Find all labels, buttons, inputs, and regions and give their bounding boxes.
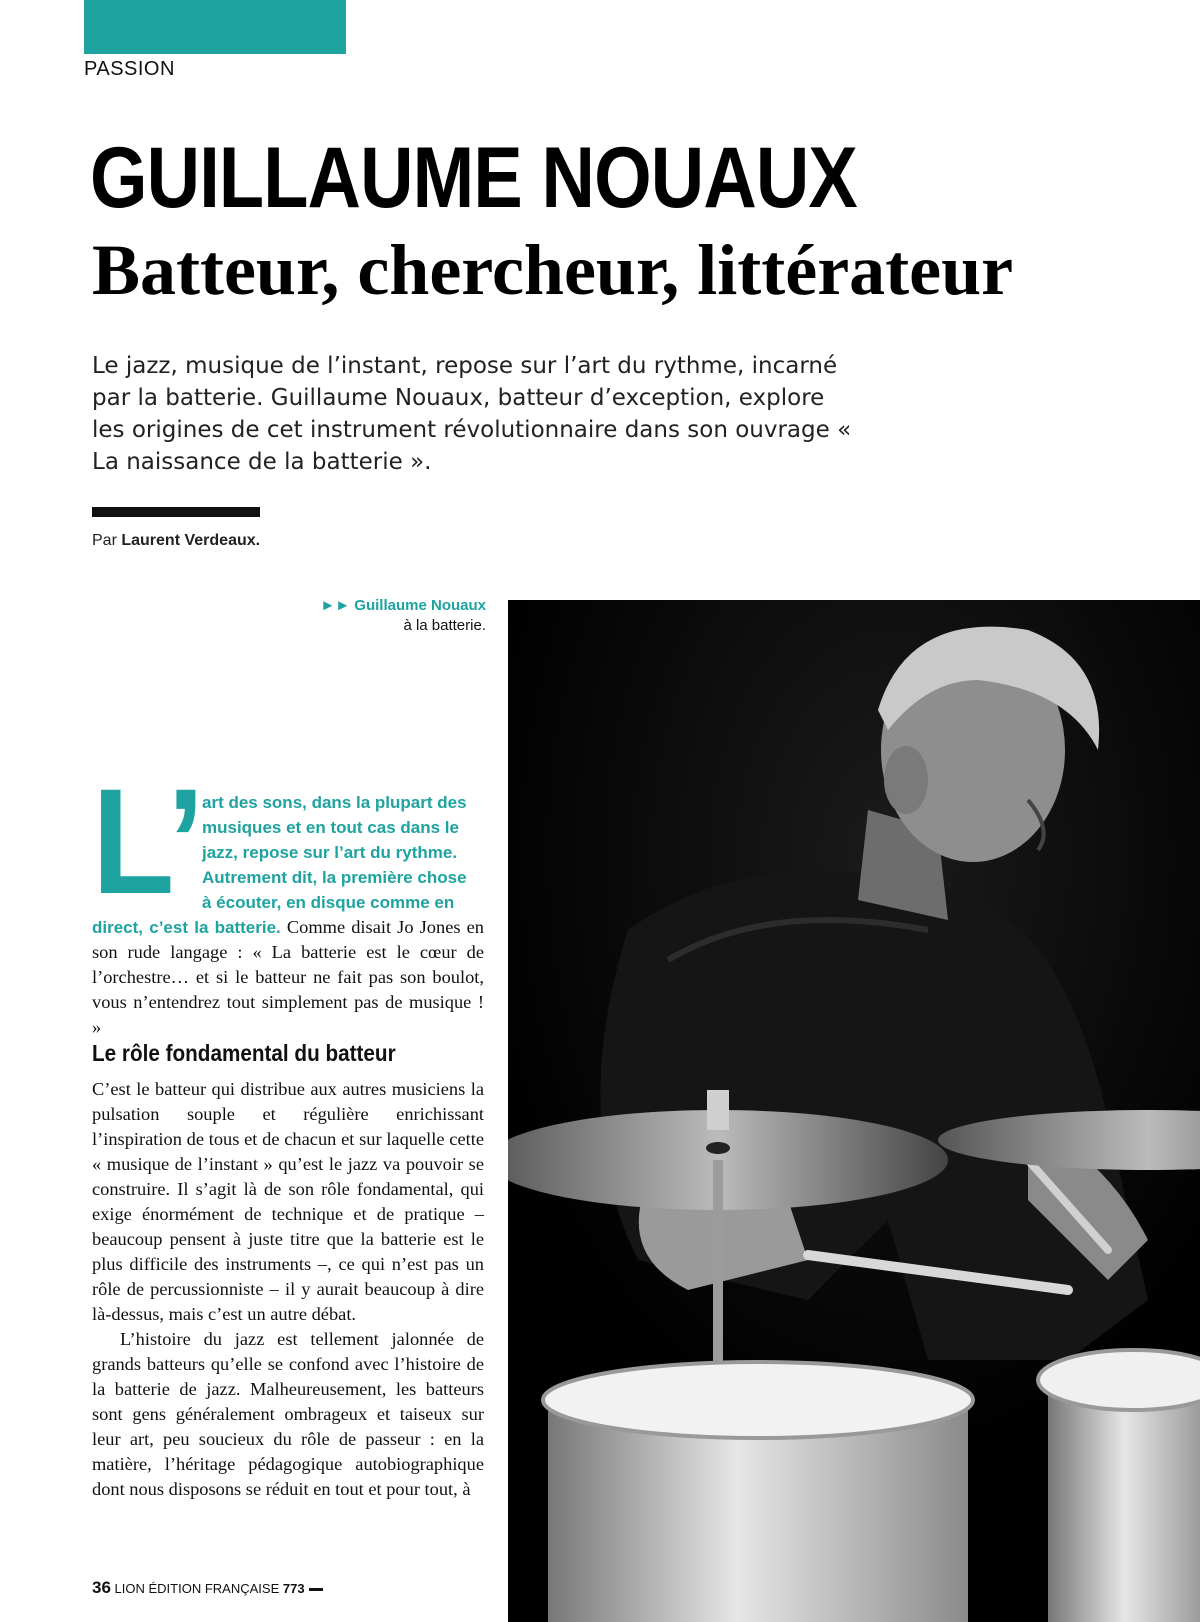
- page-footer: [92, 1578, 323, 1598]
- caption-text: à la batterie.: [403, 617, 486, 634]
- article-title: GUILLAUME NOUAUX: [90, 130, 857, 226]
- drop-cap: [92, 757, 205, 925]
- lead-line: art des sons, dans la plupart des: [202, 793, 467, 812]
- article-body: [92, 1077, 484, 1502]
- section-subheading: Le rôle fondamental du batteur: [92, 1040, 396, 1066]
- footer-dash: [309, 1588, 323, 1591]
- paragraph-1-rest: Comme disait Jo Jones en son rude langage : « La batterie est le cœur de l’orchestre… et si le batteur ne fait pas son boulot, vous n’entendrez tout simplement pas de musique ! »: [92, 917, 484, 1037]
- article-lead-paragraph: [92, 757, 484, 1040]
- article-intro: Le jazz, musique de l’instant, repose sur l’art du rythme, incarné par la batterie. Guillaume Nouaux, batteur d’exception, explore les origines de cet instrument révolutionnaire dans son ouvrage « La naissance de la batterie ».: [92, 353, 852, 475]
- drummer-illustration: [508, 600, 1200, 1622]
- paragraph-2: C’est le batteur qui distribue aux autres musiciens la pulsation souple et régulière enrichissant l’inspiration de tous et de chacun et sur laquelle cette « musique de l’instant » qu’est le jazz va pouvoir se construire. Il s’agit là de son rôle fondamental, qui exige énormément de technique et de pratique – beaucoup pensent à juste titre que la batterie est le plus difficile des instruments –, ce qui n’est pas un rôle de percussionniste – il y aurait beaucoup à dire là-dessus, mais c’est un autre débat.: [92, 1079, 484, 1324]
- magazine-name: LION ÉDITION FRANÇAISE: [114, 1581, 280, 1596]
- paragraph-1: [92, 915, 484, 1040]
- issue-number: 773: [282, 1581, 305, 1596]
- byline-author: Laurent Verdeaux.: [121, 532, 261, 549]
- lead-last: direct, c’est la batterie.: [92, 918, 281, 937]
- section-color-bar: [84, 0, 346, 54]
- paragraph-3: L’histoire du jazz est tellement jalonnée de grands batteurs qu’elle se confond avec l’histoire de la batterie de jazz. Malheureusement, les batteurs sont gens généralement ombrageux et taiseux sur leur art, peu soucieux du rôle de passeur : en la matière, l’héritage pédagogique autobiographique dont nous disposons se réduit en tout et pour tout, à: [92, 1329, 484, 1499]
- divider-rule: [92, 507, 260, 517]
- drummer-photo: [508, 600, 1200, 1622]
- byline-prefix: Par: [92, 532, 117, 549]
- photo-caption: [300, 596, 486, 636]
- lead-line: à écouter, en disque comme en: [202, 893, 455, 912]
- caption-marker-icon: ►►: [320, 597, 355, 614]
- byline: [92, 532, 260, 550]
- section-label: PASSION: [84, 58, 175, 80]
- caption-name: Guillaume Nouaux: [354, 597, 486, 614]
- lead-line: jazz, repose sur l’art du rythme.: [202, 843, 458, 862]
- article-subtitle: Batteur, chercheur, littérateur: [92, 230, 1014, 310]
- lead-line: Autrement dit, la première chose: [202, 868, 467, 887]
- lead-line: musiques et en tout cas dans le: [202, 818, 459, 837]
- page-number: 36: [92, 1578, 111, 1597]
- drop-cap-letter: L’: [92, 757, 205, 925]
